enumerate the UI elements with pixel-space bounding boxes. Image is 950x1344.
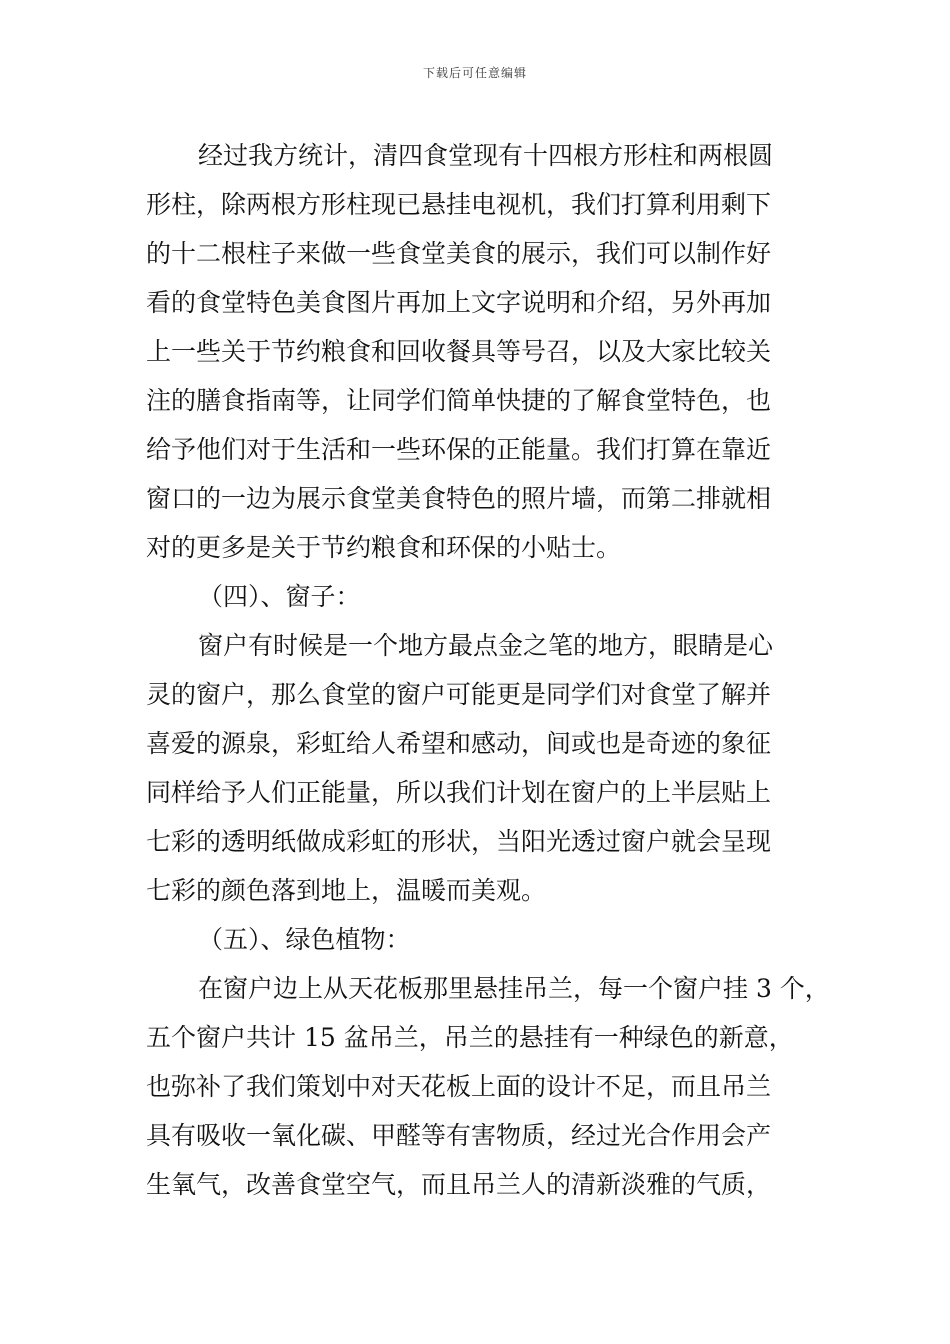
- paragraph-line: 在窗户边上从天花板那里悬挂吊兰，每一个窗户挂 3 个，: [198, 974, 830, 1003]
- paragraph-line: 具有吸收一氧化碳、甲醛等有害物质，经过光合作用会产: [146, 1121, 772, 1150]
- paragraph-line: 窗户有时候是一个地方最点金之笔的地方，眼睛是心: [198, 631, 774, 660]
- section-heading-windows: （四）、窗子：: [198, 582, 361, 611]
- paragraph-line: 对的更多是关于节约粮食和环保的小贴士。: [146, 533, 622, 562]
- paragraph-line: 给予他们对于生活和一些环保的正能量。我们打算在靠近: [146, 435, 772, 464]
- paragraph-line: 经过我方统计，清四食堂现有十四根方形柱和两根圆: [198, 141, 774, 170]
- paragraph-line: 生氧气，改善食堂空气，而且吊兰人的清新淡雅的气质，: [146, 1170, 772, 1199]
- body-text: [146, 131, 830, 1209]
- paragraph-line: 也弥补了我们策划中对天花板上面的设计不足，而且吊兰: [146, 1072, 772, 1101]
- paragraph-line: 上一些关于节约粮食和回收餐具等号召，以及大家比较关: [146, 337, 772, 366]
- paragraph-line: 注的膳食指南等，让同学们简单快捷的了解食堂特色，也: [146, 386, 772, 415]
- paragraph-line: 七彩的颜色落到地上，温暖而美观。: [146, 876, 547, 905]
- paragraph-line: 灵的窗户，那么食堂的窗户可能更是同学们对食堂了解并: [146, 680, 772, 709]
- paragraph-line: 的十二根柱子来做一些食堂美食的展示，我们可以制作好: [146, 239, 772, 268]
- paragraph-line: 同样给予人们正能量，所以我们计划在窗户的上半层贴上: [146, 778, 772, 807]
- paragraph-line: 窗口的一边为展示食堂美食特色的照片墙，而第二排就相: [146, 484, 772, 513]
- paragraph-line: 喜爱的源泉，彩虹给人希望和感动，间或也是奇迹的象征: [146, 729, 772, 758]
- section-heading-plants: （五）、绿色植物：: [198, 925, 411, 954]
- paragraph-line: 七彩的透明纸做成彩虹的形状，当阳光透过窗户就会呈现: [146, 827, 772, 856]
- page-header: 下载后可任意编辑: [422, 66, 527, 80]
- paragraph-line: 看的食堂特色美食图片再加上文字说明和介绍，另外再加: [146, 288, 772, 317]
- paragraph-line: 五个窗户共计 15 盆吊兰，吊兰的悬挂有一种绿色的新意，: [146, 1023, 794, 1052]
- paragraph-line: 形柱，除两根方形柱现已悬挂电视机，我们打算利用剩下: [146, 190, 772, 219]
